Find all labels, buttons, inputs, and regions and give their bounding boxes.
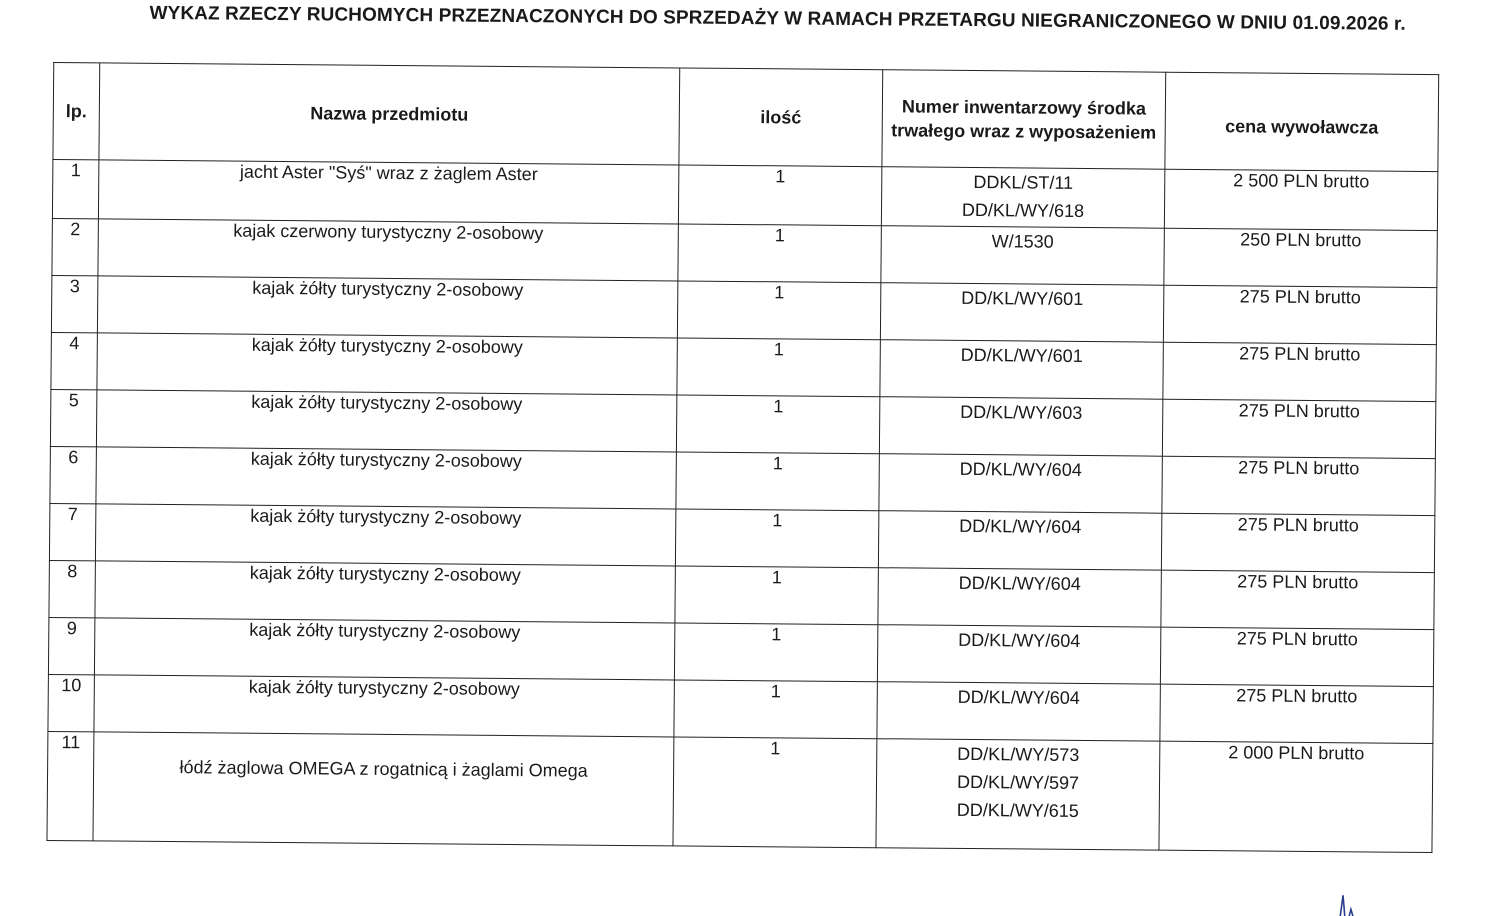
cell-price: 275 PLN brutto: [1160, 627, 1433, 686]
table-body: [47, 159, 1438, 852]
cell-item-name: kajak żółty turystyczny 2-osobowy: [96, 390, 676, 452]
cell-lp: 4: [51, 332, 97, 389]
header-lp: lp.: [53, 62, 100, 159]
table-row: [47, 731, 1433, 852]
cell-inventory: [879, 397, 1162, 456]
inventory-number: DD/KL/WY/615: [956, 799, 1079, 821]
cell-price: 275 PLN brutto: [1161, 570, 1434, 629]
header-inventory: Numer inwentarzowy środka trwałego wraz z wyposażeniem: [882, 70, 1166, 169]
cell-item-name: kajak żółty turystyczny 2-osobowy: [96, 447, 676, 509]
cell-lp: 1: [52, 159, 99, 218]
items-table-wrapper: [46, 62, 1439, 853]
cell-item-name: kajak żółty turystyczny 2-osobowy: [95, 561, 675, 623]
items-table: [46, 62, 1439, 853]
inventory-number: DD/KL/WY/604: [959, 458, 1082, 480]
inventory-number: DD/KL/WY/601: [961, 287, 1084, 309]
cell-lp: 2: [52, 218, 98, 275]
cell-quantity: 1: [677, 281, 880, 340]
cell-price: 275 PLN brutto: [1163, 342, 1436, 401]
cell-quantity: 1: [676, 395, 879, 454]
cell-price: 275 PLN brutto: [1163, 285, 1436, 344]
cell-lp: 5: [50, 389, 96, 446]
cell-quantity: 1: [678, 165, 882, 226]
cell-lp: 7: [49, 503, 95, 560]
cell-price: 275 PLN brutto: [1162, 456, 1435, 515]
cell-price: 2 500 PLN brutto: [1164, 169, 1438, 230]
inventory-number: DD/KL/WY/604: [958, 572, 1081, 594]
cell-lp: 8: [49, 560, 95, 617]
header-price: cena wywoławcza: [1165, 72, 1439, 171]
cell-lp: 9: [48, 617, 94, 674]
cell-inventory: [880, 340, 1163, 399]
cell-inventory: [879, 454, 1162, 513]
cell-quantity: 1: [673, 737, 877, 848]
inventory-number: DD/KL/WY/603: [960, 401, 1083, 423]
header-qty: ilość: [679, 68, 883, 167]
cell-price: 250 PLN brutto: [1164, 228, 1437, 287]
cell-item-name: łódź żaglowa OMEGA z rogatnicą i żaglami Omega: [93, 732, 674, 846]
cell-inventory: [878, 568, 1161, 627]
cell-lp: 6: [50, 446, 96, 503]
cell-lp: 10: [48, 674, 94, 731]
cell-quantity: 1: [675, 566, 878, 625]
cell-price: 2 000 PLN brutto: [1159, 741, 1433, 852]
document-title: WYKAZ RZECZY RUCHOMYCH PRZEZNACZONYCH DO SPRZEDAŻY W RAMACH PRZETARGU NIEGRANICZONEGO W DNIU 01.09.2026 r.: [149, 2, 1406, 35]
cell-item-name: kajak żółty turystyczny 2-osobowy: [97, 276, 677, 338]
cell-quantity: 1: [676, 452, 879, 511]
inventory-number: DDKL/ST/11: [973, 172, 1074, 193]
inventory-number: DD/KL/WY/601: [960, 344, 1083, 366]
cell-item-name: kajak czerwony turystyczny 2-osobowy: [98, 219, 678, 281]
cell-inventory: [881, 167, 1165, 228]
cell-quantity: 1: [674, 623, 877, 682]
cell-price: 275 PLN brutto: [1161, 513, 1434, 572]
cell-quantity: 1: [675, 509, 878, 568]
inventory-number: DD/KL/WY/618: [961, 199, 1085, 221]
inventory-number: DD/KL/WY/604: [957, 686, 1080, 708]
cell-item-name: kajak żółty turystyczny 2-osobowy: [94, 618, 674, 680]
cell-inventory: [881, 226, 1164, 285]
cell-item-name: kajak żółty turystyczny 2-osobowy: [95, 504, 675, 566]
signature-mark-icon: [1336, 891, 1366, 916]
header-name: Nazwa przedmiotu: [99, 63, 680, 165]
inventory-number: DD/KL/WY/604: [959, 515, 1082, 537]
inventory-number: W/1530: [991, 231, 1054, 252]
cell-item-name: kajak żółty turystyczny 2-osobowy: [94, 675, 674, 737]
cell-quantity: 1: [674, 680, 877, 739]
inventory-number: DD/KL/WY/604: [958, 629, 1081, 651]
cell-quantity: 1: [677, 338, 880, 397]
cell-inventory: [877, 682, 1160, 741]
cell-inventory: [878, 511, 1161, 570]
cell-price: 275 PLN brutto: [1162, 399, 1435, 458]
inventory-number: DD/KL/WY/573: [957, 743, 1080, 765]
inventory-number: DD/KL/WY/597: [956, 771, 1080, 793]
cell-price: 275 PLN brutto: [1160, 684, 1433, 743]
cell-item-name: jacht Aster "Syś" wraz z żaglem Aster: [98, 160, 678, 224]
cell-lp: 3: [51, 275, 97, 332]
cell-inventory: [877, 625, 1160, 684]
cell-item-name: kajak żółty turystyczny 2-osobowy: [97, 333, 677, 395]
cell-inventory: [880, 283, 1163, 342]
table-header-row: [53, 62, 1439, 171]
cell-inventory: [876, 739, 1160, 850]
cell-lp: 11: [47, 731, 94, 840]
cell-quantity: 1: [678, 224, 881, 283]
